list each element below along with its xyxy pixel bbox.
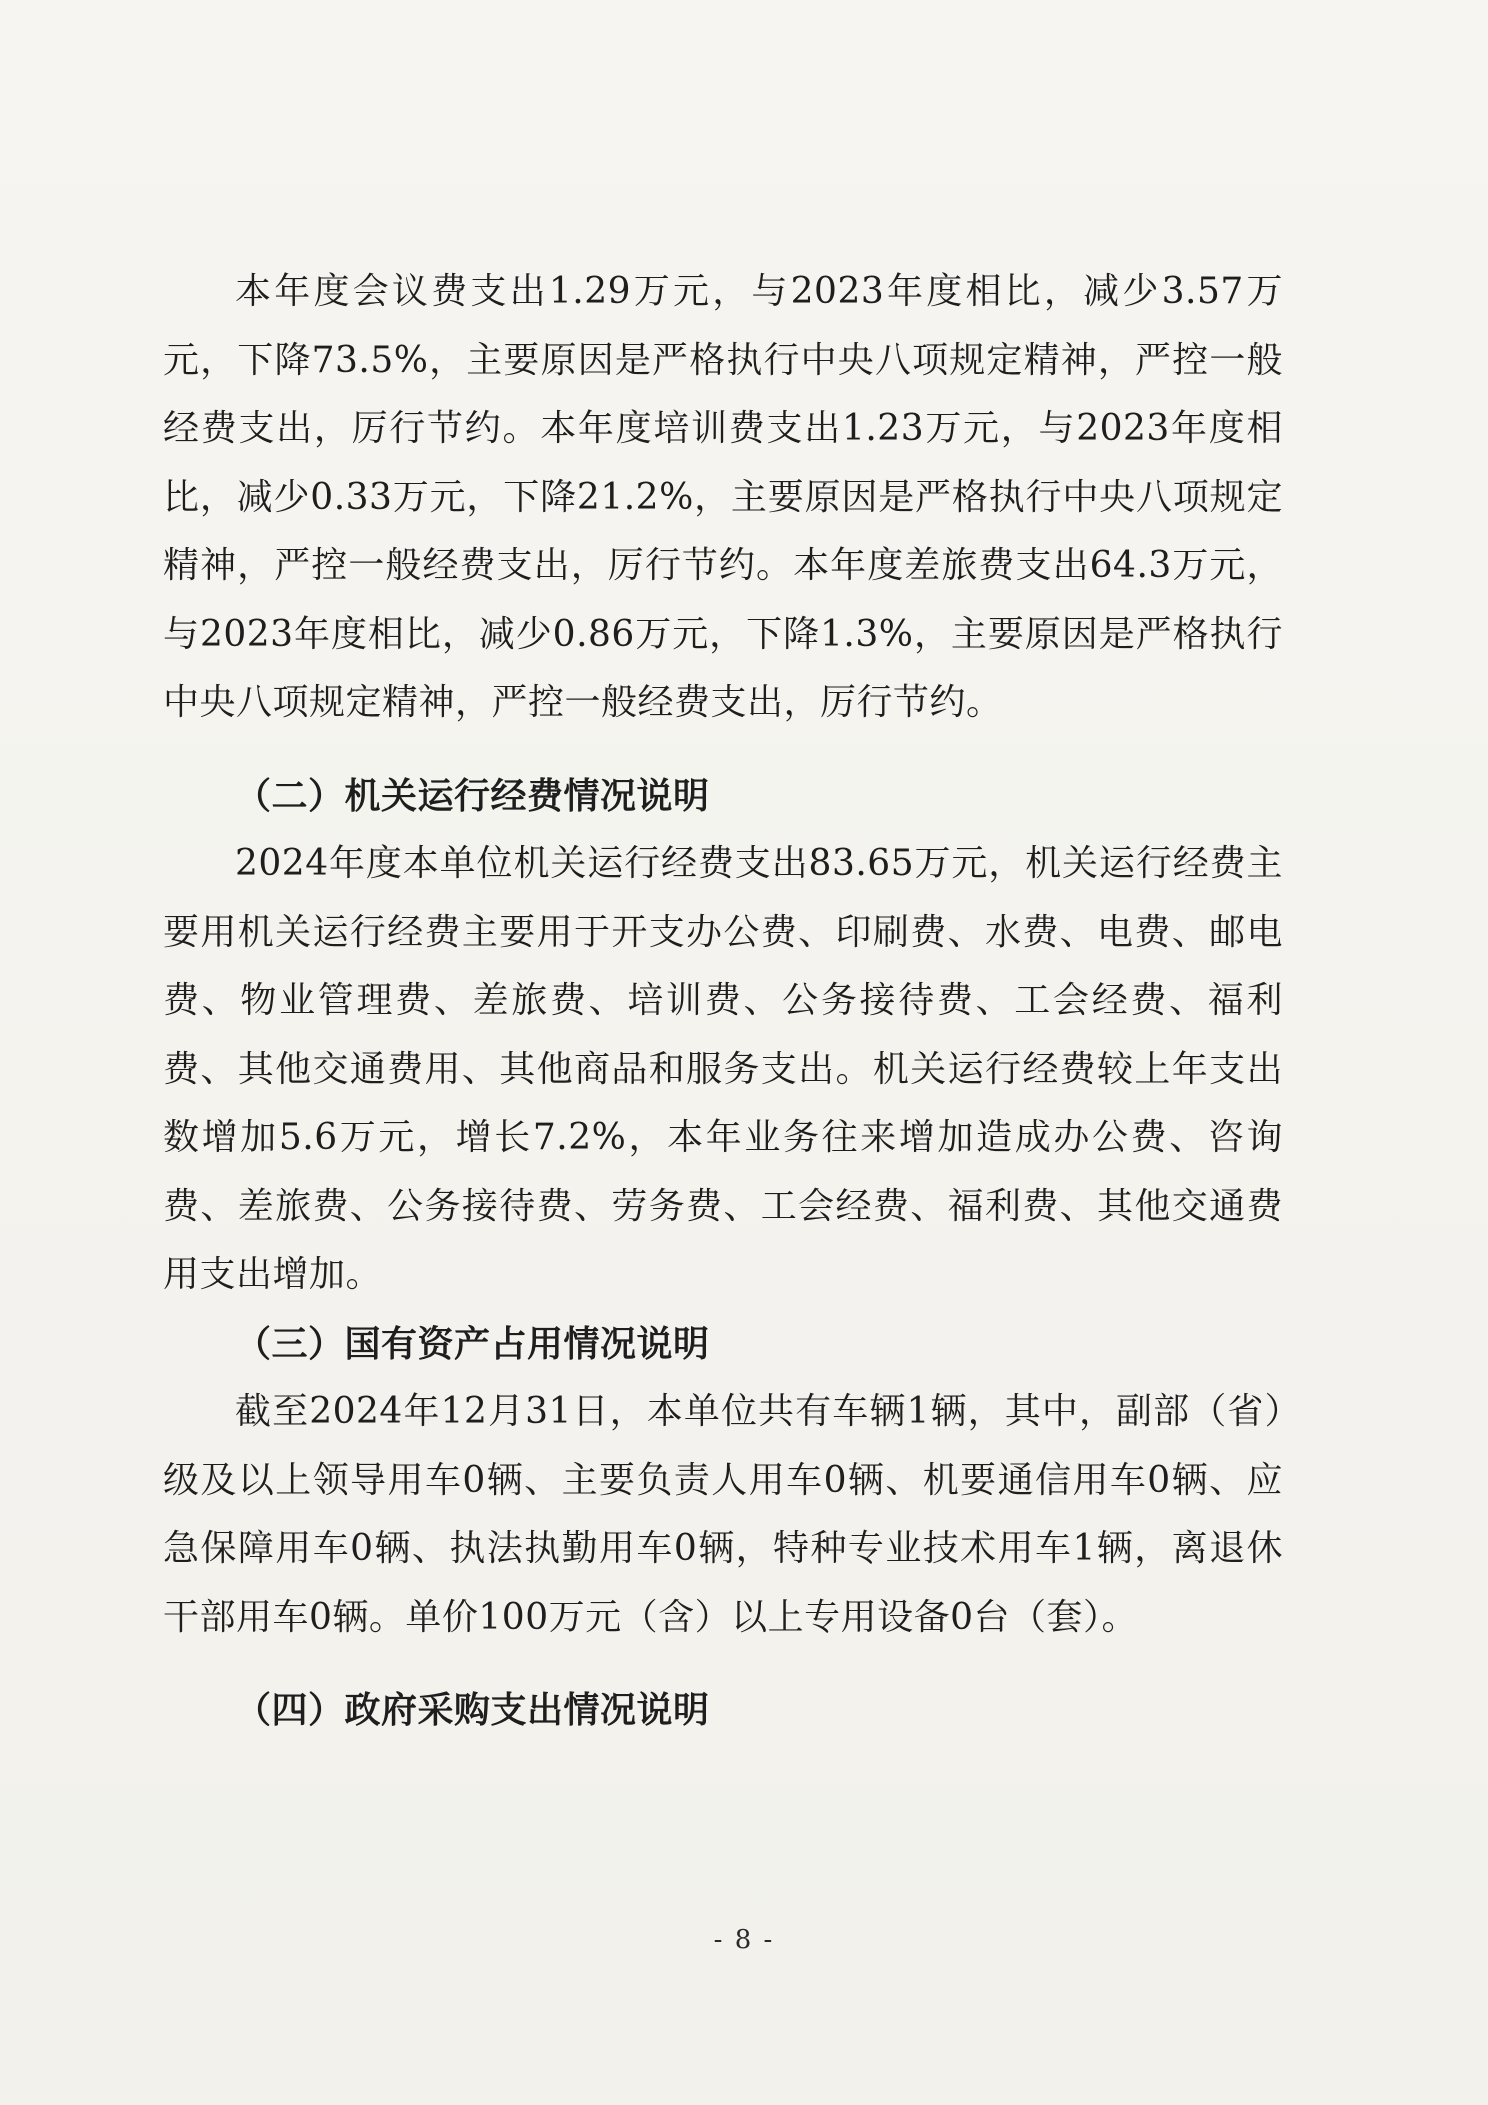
document-body <box>163 258 1283 1745</box>
paragraph-meeting-training-travel-expenses: 本年度会议费支出1.29万元，与2023年度相比，减少3.57万元，下降73.5%，主要原因是严格执行中央八项规定精神，严控一般经费支出，厉行节约。本年度培训费支出1.23万元，与2023年度相比，减少0.33万元，下降21.2%，主要原因是严格执行中央八项规定精神，严控一般经费支出，厉行节约。本年度差旅费支出64.3万元，与2023年度相比，减少0.86万元，下降1.3%，主要原因是严格执行中央八项规定精神，严控一般经费支出，厉行节约。 <box>163 271 1283 723</box>
section-heading-government-procurement: （四）政府采购支出情况说明 <box>235 1689 710 1731</box>
paragraph-operating-expenses: 2024年度本单位机关运行经费支出83.65万元，机关运行经费主要用机关运行经费主要用于开支办公费、印刷费、水费、电费、邮电费、物业管理费、差旅费、培训费、公务接待费、工会经费、福利费、其他交通费用、其他商品和服务支出。机关运行经费较上年支出数增加5.6万元，增长7.2%，本年业务往来增加造成办公费、咨询费、差旅费、公务接待费、劳务费、工会经费、福利费、其他交通费用支出增加。 <box>163 843 1283 1295</box>
page-number: - 8 - <box>713 1925 775 1955</box>
section-heading-operating-expenses: （二）机关运行经费情况说明 <box>235 774 710 817</box>
paragraph-state-assets: 截至2024年12月31日，本单位共有车辆1辆，其中，副部（省）级及以上领导用车0辆、主要负责人用车0辆、机要通信用车0辆、应急保障用车0辆、执法执勤用车0辆，特种专业技术用车1辆，离退休干部用车0辆。单价100万元（含）以上专用设备0台（套）。 <box>163 1391 1283 1638</box>
section-heading-state-assets: （三）国有资产占用情况说明 <box>235 1322 710 1365</box>
